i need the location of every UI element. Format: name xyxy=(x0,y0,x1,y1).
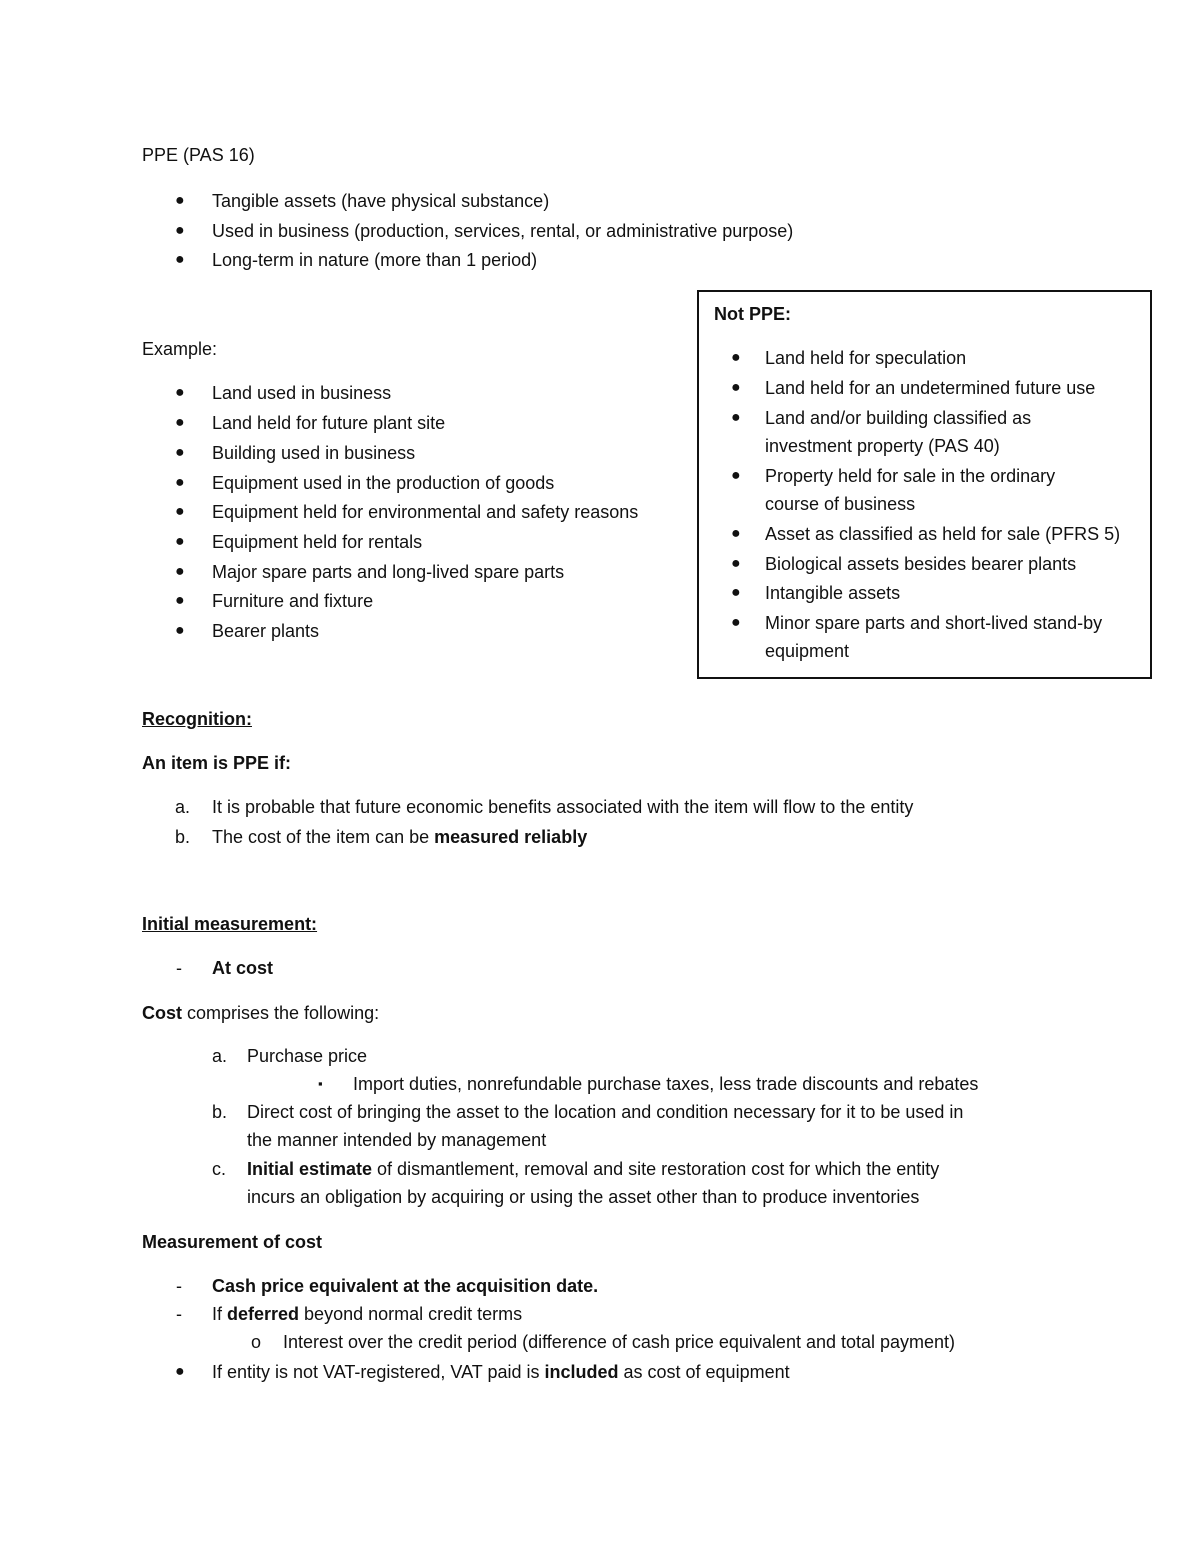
recognition-b-marker: b. xyxy=(175,827,191,847)
bullet-icon: ● xyxy=(175,192,185,209)
recognition-a-marker: a. xyxy=(175,797,191,817)
moc-dash-1: - xyxy=(176,1276,182,1296)
im-b-line2: the manner intended by management xyxy=(247,1130,547,1150)
list-item: Land and/or building classified as xyxy=(765,408,1032,428)
bullet-icon: ● xyxy=(175,222,185,239)
at-cost-text: At cost xyxy=(212,958,274,978)
list-item: Biological assets besides bearer plants xyxy=(765,554,1077,574)
bullet-icon: ● xyxy=(175,503,185,520)
list-item: Intangible assets xyxy=(765,583,901,603)
im-b-marker: b. xyxy=(212,1102,228,1122)
bullet-icon: ● xyxy=(175,563,185,580)
recognition-a-text: It is probable that future economic benefits associated with the item will flow to the entity xyxy=(212,797,914,817)
at-cost-dash: - xyxy=(176,958,182,978)
bullet-icon: ● xyxy=(731,525,741,542)
list-item: Long-term in nature (more than 1 period) xyxy=(212,250,538,270)
bullet-icon: ● xyxy=(731,349,741,366)
list-item: Equipment held for rentals xyxy=(212,532,423,552)
im-a-subitem: Import duties, nonrefundable purchase taxes, less trade discounts and rebates xyxy=(353,1074,979,1094)
page-title: PPE (PAS 16) xyxy=(142,145,255,165)
list-item: Bearer plants xyxy=(212,621,320,641)
bullet-icon: ● xyxy=(175,474,185,491)
im-c-line1: Initial estimate of dismantlement, removal and site restoration cost for which the entity xyxy=(247,1159,940,1179)
list-item: equipment xyxy=(765,641,850,661)
cost-comprises-text: Cost comprises the following: xyxy=(142,1003,380,1023)
list-item: investment property (PAS 40) xyxy=(765,436,1000,456)
list-item: Equipment held for environmental and safety reasons xyxy=(212,502,639,522)
moc-vat-item: If entity is not VAT-registered, VAT paid is included as cost of equipment xyxy=(212,1362,790,1382)
list-item: Asset as classified as held for sale (PFRS 5) xyxy=(765,524,1121,544)
im-c-marker: c. xyxy=(212,1159,227,1179)
im-c-line2: incurs an obligation by acquiring or using the asset other than to produce inventories xyxy=(247,1187,920,1207)
bullet-icon: ● xyxy=(175,622,185,639)
recognition-b-text: The cost of the item can be measured reliably xyxy=(212,827,588,847)
bullet-icon: ● xyxy=(175,384,185,401)
bullet-icon: ● xyxy=(175,1363,185,1380)
bullet-icon: ● xyxy=(175,251,185,268)
list-item: Land used in business xyxy=(212,383,392,403)
recognition-subheading: An item is PPE if: xyxy=(142,753,292,773)
list-item: Tangible assets (have physical substance) xyxy=(212,191,550,211)
list-item: course of business xyxy=(765,494,916,514)
list-item: Used in business (production, services, rental, or administrative purpose) xyxy=(212,221,794,241)
bullet-icon: ● xyxy=(731,614,741,631)
bullet-icon: ● xyxy=(175,444,185,461)
bullet-icon: ● xyxy=(731,409,741,426)
moc-sub-item: Interest over the credit period (difference of cash price equivalent and total payment) xyxy=(283,1332,956,1352)
bullet-icon: ● xyxy=(731,379,741,396)
list-item: Land held for an undetermined future use xyxy=(765,378,1096,398)
measurement-of-cost-heading: Measurement of cost xyxy=(142,1232,323,1252)
bullet-icon: ● xyxy=(731,555,741,572)
list-item: Minor spare parts and short-lived stand-by xyxy=(765,613,1103,633)
circle-bullet-icon: o xyxy=(251,1332,262,1352)
list-item: Furniture and fixture xyxy=(212,591,374,611)
recognition-heading: Recognition: xyxy=(142,709,252,729)
initial-measurement-heading: Initial measurement: xyxy=(142,914,318,934)
example-heading: Example: xyxy=(142,339,218,359)
im-b-line1: Direct cost of bringing the asset to the location and condition necessary for it to be used in xyxy=(247,1102,964,1122)
moc-item-1: Cash price equivalent at the acquisition date. xyxy=(212,1276,599,1296)
moc-dash-2: - xyxy=(176,1304,182,1324)
list-item: Property held for sale in the ordinary xyxy=(765,466,1056,486)
square-bullet-icon: ▪ xyxy=(318,1076,323,1091)
list-item: Equipment used in the production of goods xyxy=(212,473,555,493)
list-item: Building used in business xyxy=(212,443,416,463)
bullet-icon: ● xyxy=(175,414,185,431)
list-item: Land held for speculation xyxy=(765,348,967,368)
bullet-icon: ● xyxy=(731,584,741,601)
list-item: Major spare parts and long-lived spare parts xyxy=(212,562,565,582)
bullet-icon: ● xyxy=(175,533,185,550)
bullet-icon: ● xyxy=(175,592,185,609)
im-a-text: Purchase price xyxy=(247,1046,368,1066)
im-a-marker: a. xyxy=(212,1046,228,1066)
list-item: Land held for future plant site xyxy=(212,413,446,433)
bullet-icon: ● xyxy=(731,467,741,484)
not-ppe-heading: Not PPE: xyxy=(714,304,792,324)
moc-item-2: If deferred beyond normal credit terms xyxy=(212,1304,523,1324)
